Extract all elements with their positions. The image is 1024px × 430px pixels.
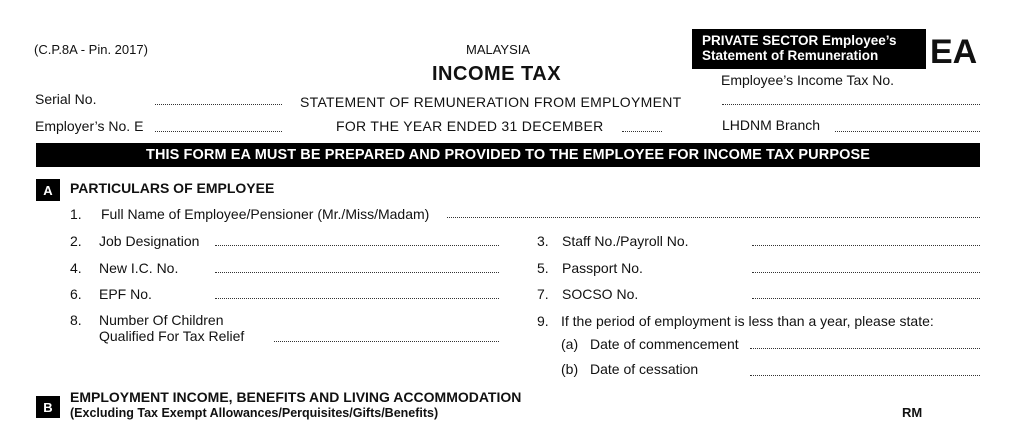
children-field[interactable] <box>274 341 499 342</box>
tax-no-field[interactable] <box>722 104 980 105</box>
year-field[interactable] <box>622 131 662 132</box>
item-2-num: 2. <box>70 233 82 249</box>
period-label: If the period of employment is less than a year, please state: <box>561 313 934 329</box>
cessation-field[interactable] <box>750 375 980 376</box>
epf-field[interactable] <box>215 298 499 299</box>
employer-field[interactable] <box>155 131 282 132</box>
item-7-num: 7. <box>537 286 549 302</box>
section-b-title: EMPLOYMENT INCOME, BENEFITS AND LIVING ACCOMMODATION <box>70 389 522 405</box>
currency-label: RM <box>902 405 923 420</box>
form-code: (C.P.8A - Pin. 2017) <box>34 42 148 57</box>
branch-label: LHDNM Branch <box>722 117 821 133</box>
private-sector-box <box>692 29 926 69</box>
commencement-field[interactable] <box>750 348 980 349</box>
country-label: MALAYSIA <box>466 42 531 57</box>
children-label-line-1: Number Of Children <box>99 312 224 328</box>
section-b-marker: B <box>36 396 60 418</box>
serial-label: Serial No. <box>35 91 97 107</box>
cessation-label: Date of cessation <box>590 361 699 377</box>
job-designation-field[interactable] <box>215 245 499 246</box>
employer-label: Employer’s No. E <box>35 118 144 134</box>
tax-no-label: Employee’s Income Tax No. <box>721 72 895 88</box>
item-4-num: 4. <box>70 260 82 276</box>
year-line: FOR THE YEAR ENDED 31 DECEMBER <box>336 118 604 134</box>
item-9-num: 9. <box>537 313 549 329</box>
passport-label: Passport No. <box>562 260 643 276</box>
socso-field[interactable] <box>752 298 980 299</box>
item-3-num: 3. <box>537 233 549 249</box>
children-label-line-2: Qualified For Tax Relief <box>99 328 245 344</box>
sub-b-num: (b) <box>561 361 579 377</box>
staff-no-field[interactable] <box>752 245 980 246</box>
ea-code: EA <box>930 33 978 71</box>
form-title: INCOME TAX <box>432 63 562 85</box>
item-5-num: 5. <box>537 260 549 276</box>
section-a-title: PARTICULARS OF EMPLOYEE <box>70 180 275 196</box>
section-b-subtitle: (Excluding Tax Exempt Allowances/Perquisites/Gifts/Benefits) <box>70 406 439 420</box>
ic-no-field[interactable] <box>215 272 499 273</box>
statement-title: STATEMENT OF REMUNERATION FROM EMPLOYMENT <box>300 94 682 110</box>
item-1-num: 1. <box>70 206 82 222</box>
full-name-label: Full Name of Employee/Pensioner (Mr./Miss/Madam) <box>101 206 430 222</box>
full-name-field[interactable] <box>447 217 980 218</box>
sub-a-num: (a) <box>561 336 579 352</box>
ic-no-label: New I.C. No. <box>99 260 179 276</box>
passport-field[interactable] <box>752 272 980 273</box>
branch-field[interactable] <box>835 131 980 132</box>
commencement-label: Date of commencement <box>590 336 739 352</box>
job-designation-label: Job Designation <box>99 233 200 249</box>
section-a-marker: A <box>36 179 60 201</box>
item-8-num: 8. <box>70 312 82 328</box>
epf-label: EPF No. <box>99 286 152 302</box>
staff-no-label: Staff No./Payroll No. <box>562 233 689 249</box>
instruction-banner <box>36 143 980 167</box>
serial-field[interactable] <box>155 104 282 105</box>
socso-label: SOCSO No. <box>562 286 639 302</box>
banner-text: THIS FORM EA MUST BE PREPARED AND PROVIDED TO THE EMPLOYEE FOR INCOME TAX PURPOSE <box>145 147 871 163</box>
item-6-num: 6. <box>70 286 82 302</box>
box-line-1: PRIVATE SECTOR Employee’s <box>702 33 897 48</box>
box-line-2: Statement of Remuneration <box>702 48 879 63</box>
